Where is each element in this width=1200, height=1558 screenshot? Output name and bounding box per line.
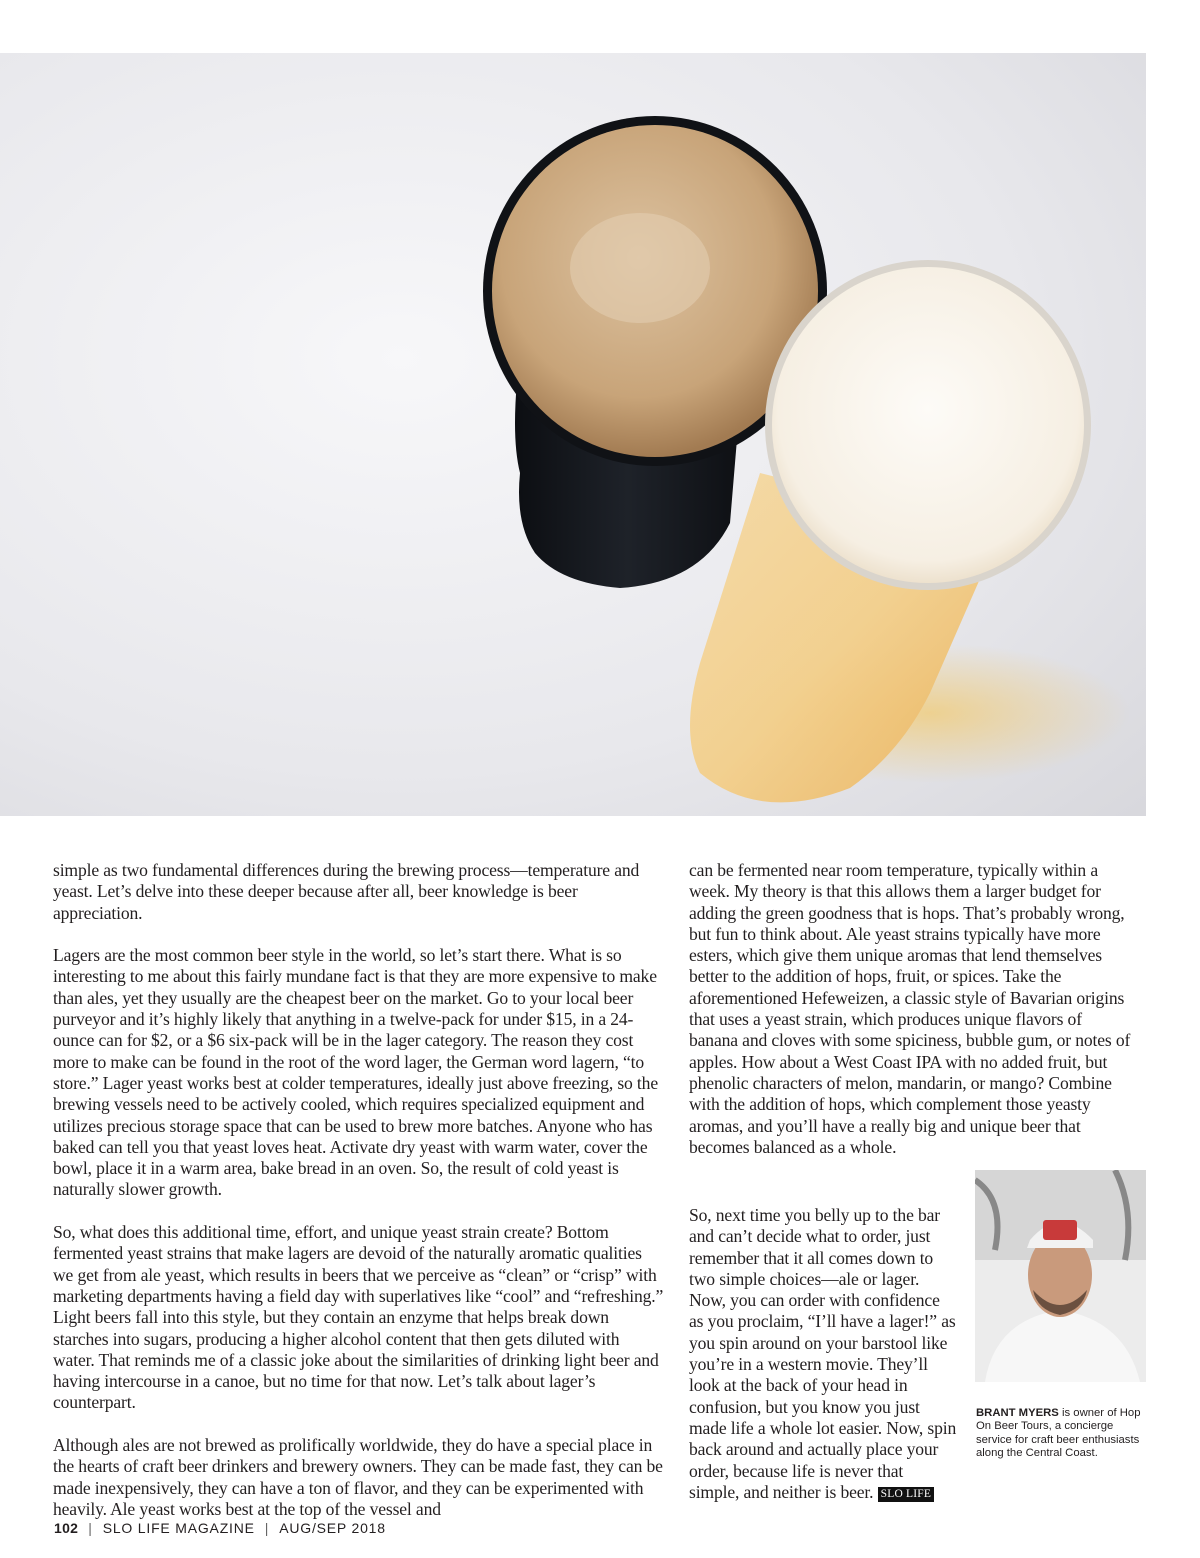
- author-caption: [976, 1407, 1146, 1461]
- author-bio: is owner of Hop On Beer Tours, a concierge service for craft beer enthusiasts along the Central Coast.: [976, 1407, 1141, 1460]
- closing-text: So, next time you belly up to the bar and can’t decide what to order, just remember that it all comes down to two simple choices—ale or lager. Now, you can order with confidence as you proclaim, “I’ll have a lager!” as you spin around on your barstool like you’re in a western movie. They’ll look at the back of your head in confusion, but you know you just made life a whole lot easier. Now, spin back around and actually place your order, because life is never that simple, and neither is beer.: [689, 1205, 957, 1502]
- paragraph: simple as two fundamental differences during the brewing process—temperature and yeast. Let’s delve into these deeper because after all, beer knowledge is beer appreciation.: [53, 860, 640, 923]
- paragraph: Although ales are not brewed as prolifically worldwide, they do have a special place in the hearts of craft beer drinkers and brewery owners. They can be made fast, they can be made inexpensively, they can have a ton of flavor, and they can be experimented with heavily. Ale yeast works best at the top of the vessel and: [53, 1435, 663, 1519]
- slo-life-end-mark: SLO LIFE: [878, 1487, 934, 1502]
- article-closing-paragraph: [689, 1205, 957, 1503]
- author-portrait: [975, 1170, 1146, 1382]
- author-photo: [975, 1170, 1146, 1382]
- page-footer: [54, 1520, 386, 1536]
- paragraph: Lagers are the most common beer style in the world, so let’s start there. What is so interesting to me about this fairly mundane fact is that they are more expensive to make than ales, yet they usually are the cheapest beer on the market. Go to your local beer purveyor and it’s highly likely that anything in a twelve-pack for under $15, in a 24-ounce can for $2, or a $6 six-pack will be in the lager category. The reason they cost more to make can be found in the root of the word lager, the German word lagern, “to store.” Lager yeast works best at colder temperatures, ideally just above freezing, so the brewing vessels need to be actively cooled, which requires specialized equipment and utilizes precious storage space that can be used to brew more batches. Anyone who has baked can tell you that yeast loves heat. Activate dry yeast with warm water, cover the bowl, place it in a warm area, bake bread in an oven. So, the result of cold yeast is naturally slower growth.: [53, 945, 658, 1200]
- page-number: 102: [54, 1520, 79, 1536]
- author-name: BRANT MYERS: [976, 1407, 1059, 1419]
- paragraph: [689, 1205, 957, 1503]
- magazine-name: SLO LIFE MAGAZINE: [102, 1520, 255, 1536]
- paragraph: can be fermented near room temperature, typically within a week. My theory is that this allows them a larger budget for adding the green goodness that is hops. That’s probably wrong, but fun to think about. Ale yeast strains typically have more esters, which give them unique aromas that lend themselves better to the addition of hops, fruit, or spices. Take the aforementioned Hefeweizen, a classic style of Bavarian origins that uses a yeast strain, which produces unique flavors of banana and cloves with some spiciness, bubble gum, or notes of apples. How about a West Coast IPA with no added fruit, but phenolic characters of melon, mandarin, or mango? Combine with the addition of hops, which complement those yeasty aromas, and you’ll have a really big and unique beer that becomes balanced as a whole.: [689, 860, 1131, 1157]
- footer-separator: |: [264, 1520, 270, 1536]
- article-column-right: [689, 860, 1131, 1158]
- hero-photo-beer-glasses: [0, 53, 1146, 816]
- beer-glasses-illustration: [0, 53, 1146, 816]
- footer-separator: |: [88, 1520, 93, 1536]
- issue-date: AUG/SEP 2018: [279, 1520, 386, 1536]
- paragraph: So, what does this additional time, effort, and unique yeast strain create? Bottom fermented yeast strains that make lagers are devoid of the naturally aromatic qualities we get from ale yeast, which results in beers that we perceive as “clean” or “crisp” with marketing departments having a field day with superlatives like “cool” and “refreshing.” Light beers fall into this style, but they contain an enzyme that helps break down starches into sugars, producing a higher alcohol content that then gets diluted with water. That reminds me of a classic joke about the similarities of drinking light beer and having intercourse in a canoe, but no time for that now. Let’s talk about lager’s counterpart.: [53, 1222, 664, 1413]
- article-column-left: [53, 860, 665, 1520]
